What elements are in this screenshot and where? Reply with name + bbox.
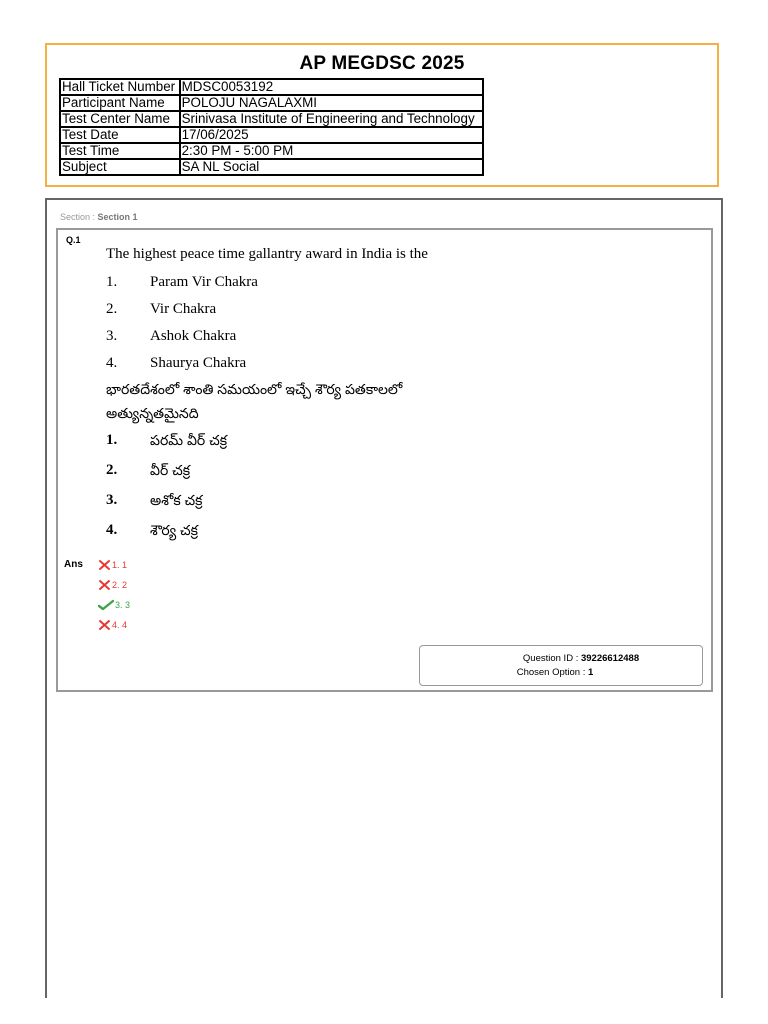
option-text: పరమ్ వీర్ చక్ర	[150, 432, 228, 448]
detail-label: Test Date	[60, 127, 180, 143]
option-number: 3.	[106, 492, 118, 508]
answer-option-text: 2. 2	[112, 580, 128, 590]
chosen-option-value: 1	[588, 667, 594, 678]
option-number: 1.	[106, 432, 118, 448]
detail-row	[60, 79, 483, 95]
question-card	[56, 228, 713, 692]
answer-option	[98, 579, 127, 591]
answer-option	[98, 559, 127, 571]
question-id-label: Question ID :	[522, 653, 579, 664]
detail-row	[60, 159, 483, 175]
detail-row	[60, 111, 483, 127]
detail-value: MDSC0053192	[180, 79, 483, 95]
question-id-line	[420, 653, 702, 664]
detail-label: Hall Ticket Number	[60, 79, 180, 95]
cross-icon	[98, 579, 111, 591]
detail-value: Srinivasa Institute of Engineering and Technology	[180, 111, 483, 127]
option-number: 2.	[106, 462, 118, 478]
detail-label: Test Center Name	[60, 111, 180, 127]
cross-icon	[98, 559, 111, 571]
exam-title: AP MEGDSC 2025	[299, 53, 465, 74]
detail-value: 17/06/2025	[180, 127, 483, 143]
option-text: వీర్ చక్ర	[150, 462, 191, 478]
option-number: 3.	[106, 328, 118, 344]
detail-label: Subject	[60, 159, 180, 175]
question-number: Q.1	[66, 235, 81, 245]
question-stem-english: The highest peace time gallantry award in India is the	[106, 246, 428, 262]
section-label	[60, 212, 138, 222]
answer-option-text: 4. 4	[112, 620, 128, 630]
option-number: 1.	[106, 274, 118, 290]
question-info-box	[419, 645, 703, 686]
detail-label: Test Time	[60, 143, 180, 159]
detail-value: SA NL Social	[180, 159, 483, 175]
option-text: Param Vir Chakra	[150, 274, 258, 290]
answer-option	[98, 619, 127, 631]
answer-option-text: 1. 1	[112, 560, 128, 570]
candidate-details-table	[59, 78, 484, 176]
chosen-option-label: Chosen Option :	[516, 667, 586, 678]
section-name: Section 1	[97, 212, 138, 222]
exam-header	[45, 43, 719, 187]
chosen-option-line	[420, 667, 702, 678]
check-icon	[98, 599, 114, 611]
detail-label: Participant Name	[60, 95, 180, 111]
detail-value: POLOJU NAGALAXMI	[180, 95, 483, 111]
detail-row	[60, 127, 483, 143]
option-text: Ashok Chakra	[150, 328, 237, 344]
answer-option-text: 3. 3	[115, 600, 131, 610]
cross-icon	[98, 619, 111, 631]
answers-label: Ans	[64, 559, 83, 570]
detail-row	[60, 95, 483, 111]
detail-value: 2:30 PM - 5:00 PM	[180, 143, 483, 159]
section-prefix: Section :	[60, 212, 96, 222]
option-number: 4.	[106, 355, 118, 371]
option-text: Shaurya Chakra	[150, 355, 247, 371]
option-text: శౌర్య చక్ర	[150, 522, 198, 538]
question-id-value: 39226612488	[580, 653, 640, 664]
detail-row	[60, 143, 483, 159]
option-text: Vir Chakra	[150, 301, 217, 317]
option-text: అశోక చక్ర	[150, 492, 203, 508]
question-stem-telugu: భారతదేశంలో శాంతి సమయంలో ఇచ్చే శౌర్య పతకాలలో అత్యున్నతమైనది	[106, 381, 403, 421]
option-number: 4.	[106, 522, 118, 538]
option-number: 2.	[106, 301, 118, 317]
answer-option	[98, 599, 130, 611]
